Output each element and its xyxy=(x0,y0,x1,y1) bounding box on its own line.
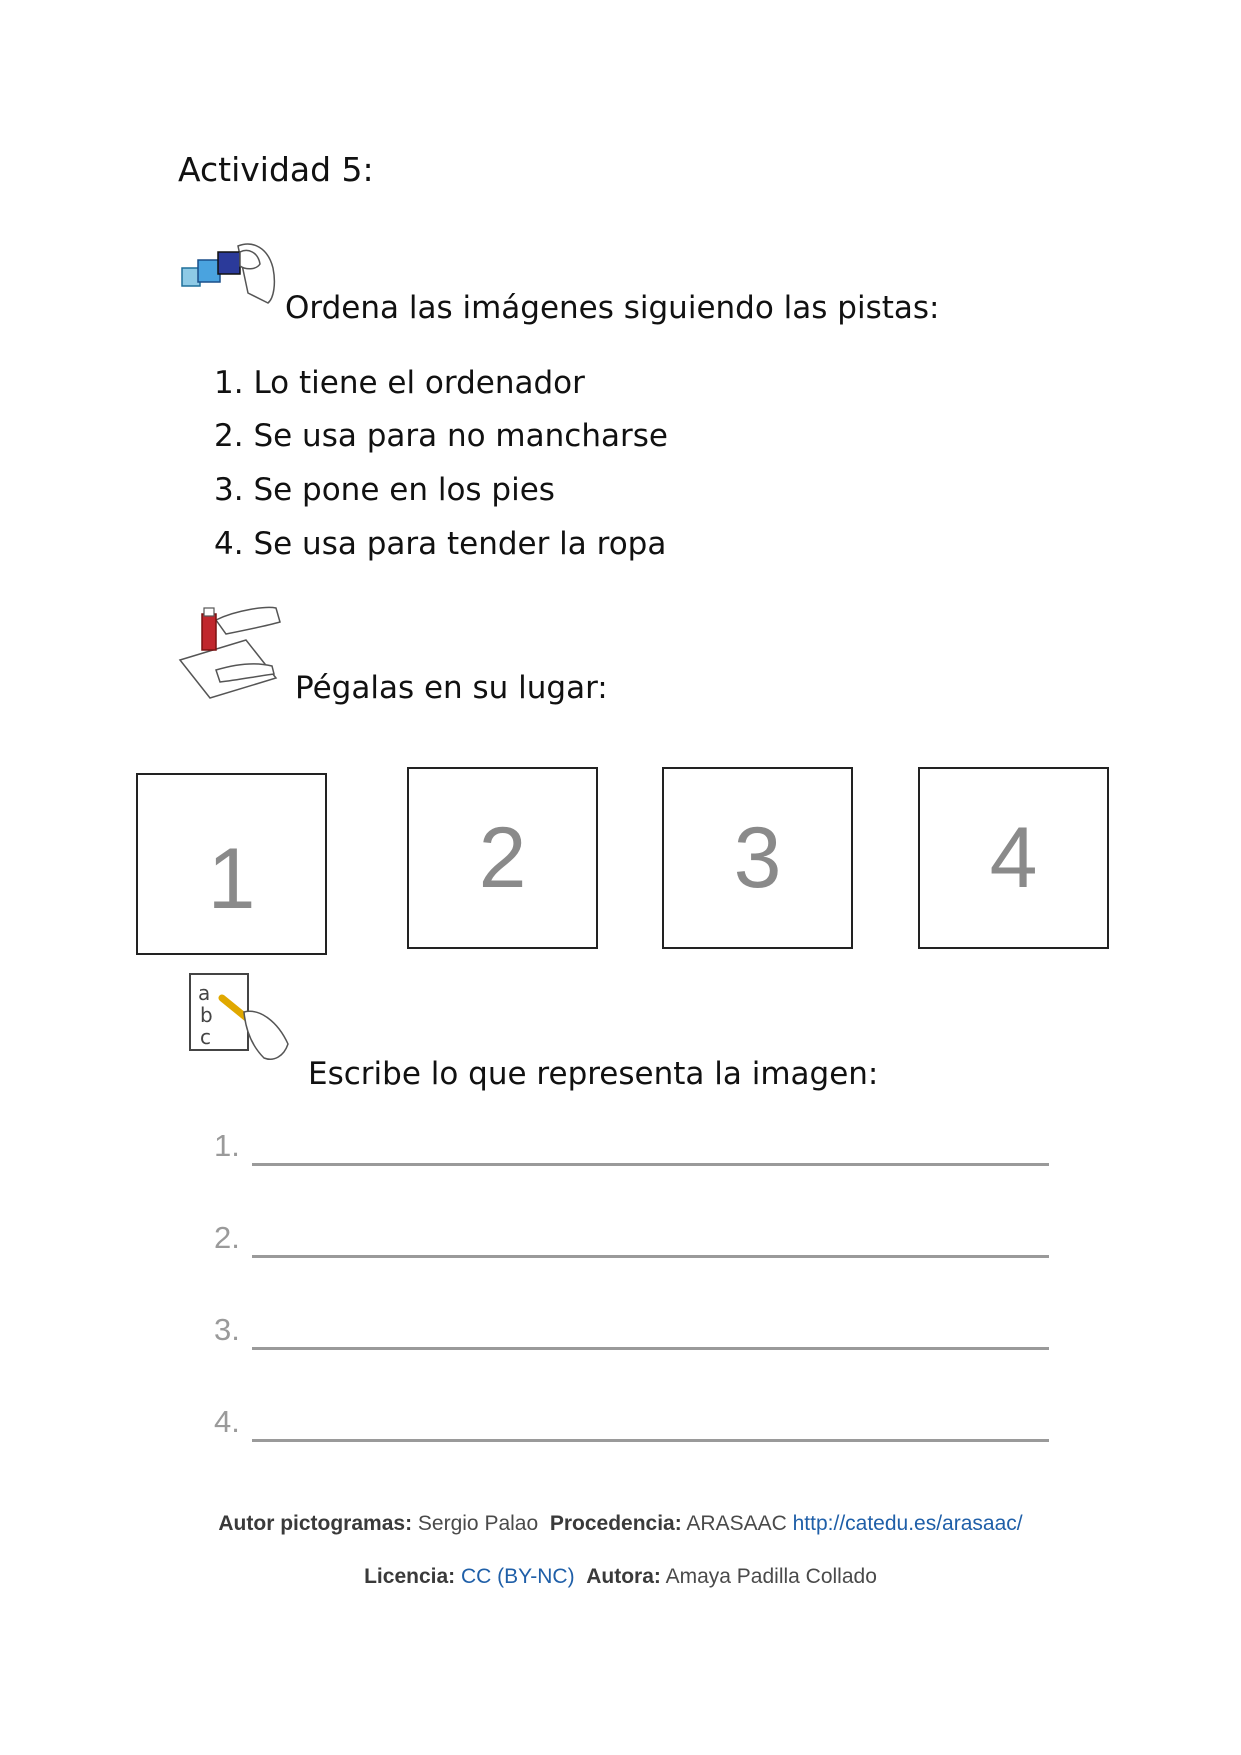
clue-number: 1. xyxy=(214,365,244,401)
write-instruction: Escribe lo que representa la imagen: xyxy=(308,1056,879,1092)
write-abc-icon xyxy=(188,972,294,1072)
answer-line-4[interactable] xyxy=(214,1404,1049,1444)
source-link[interactable]: http://catedu.es/arasaac/ xyxy=(792,1512,1023,1535)
source-label: Procedencia: xyxy=(549,1512,682,1535)
paste-box-number: 2 xyxy=(478,809,527,906)
paste-box-number: 4 xyxy=(989,809,1038,906)
answer-line-rule xyxy=(252,1347,1049,1350)
paste-box-number: 3 xyxy=(733,809,782,906)
author-name: Sergio Palao xyxy=(417,1512,539,1535)
clue-text: Se usa para tender la ropa xyxy=(253,526,667,562)
clue-2 xyxy=(214,418,668,454)
license-link[interactable]: CC (BY-NC) xyxy=(461,1565,575,1588)
clue-3 xyxy=(214,472,555,508)
clue-1 xyxy=(214,365,585,401)
clue-number: 2. xyxy=(214,418,244,454)
page-title: Actividad 5: xyxy=(178,150,374,189)
paste-box-2[interactable] xyxy=(407,767,598,949)
paste-box-3[interactable] xyxy=(662,767,853,949)
writer-name: Amaya Padilla Collado xyxy=(665,1565,877,1588)
clue-text: Se usa para no mancharse xyxy=(253,418,668,454)
clue-text: Se pone en los pies xyxy=(253,472,555,508)
answer-line-rule xyxy=(252,1439,1049,1442)
paste-box-4[interactable] xyxy=(918,767,1109,949)
order-instruction: Ordena las imágenes siguiendo las pistas: xyxy=(285,290,940,326)
svg-text:c: c xyxy=(200,1025,211,1049)
clue-number: 4. xyxy=(214,526,244,562)
credits-line-2 xyxy=(0,1565,1241,1589)
answer-line-rule xyxy=(252,1163,1049,1166)
answer-line-3[interactable] xyxy=(214,1312,1049,1352)
answer-line-number: 2. xyxy=(214,1220,240,1255)
paste-box-1[interactable] xyxy=(136,773,327,955)
answer-line-2[interactable] xyxy=(214,1220,1049,1260)
answer-line-rule xyxy=(252,1255,1049,1258)
license-label: Licencia: xyxy=(364,1565,456,1588)
writer-label: Autora: xyxy=(586,1565,661,1588)
clue-4 xyxy=(214,526,666,562)
source-name: ARASAAC xyxy=(686,1512,787,1535)
paste-instruction: Pégalas en su lugar: xyxy=(295,670,608,706)
svg-text:b: b xyxy=(200,1003,213,1027)
svg-text:a: a xyxy=(198,981,211,1005)
clue-text: Lo tiene el ordenador xyxy=(253,365,585,401)
credits-line-1 xyxy=(0,1512,1241,1536)
answer-line-number: 4. xyxy=(214,1404,240,1439)
paste-box-number: 1 xyxy=(207,830,256,927)
answer-line-number: 3. xyxy=(214,1312,240,1347)
answer-line-number: 1. xyxy=(214,1128,240,1163)
glue-stick-icon xyxy=(176,600,288,700)
order-blocks-icon xyxy=(178,238,278,318)
author-label: Autor pictogramas: xyxy=(218,1512,413,1535)
answer-line-1[interactable] xyxy=(214,1128,1049,1168)
clue-number: 3. xyxy=(214,472,244,508)
